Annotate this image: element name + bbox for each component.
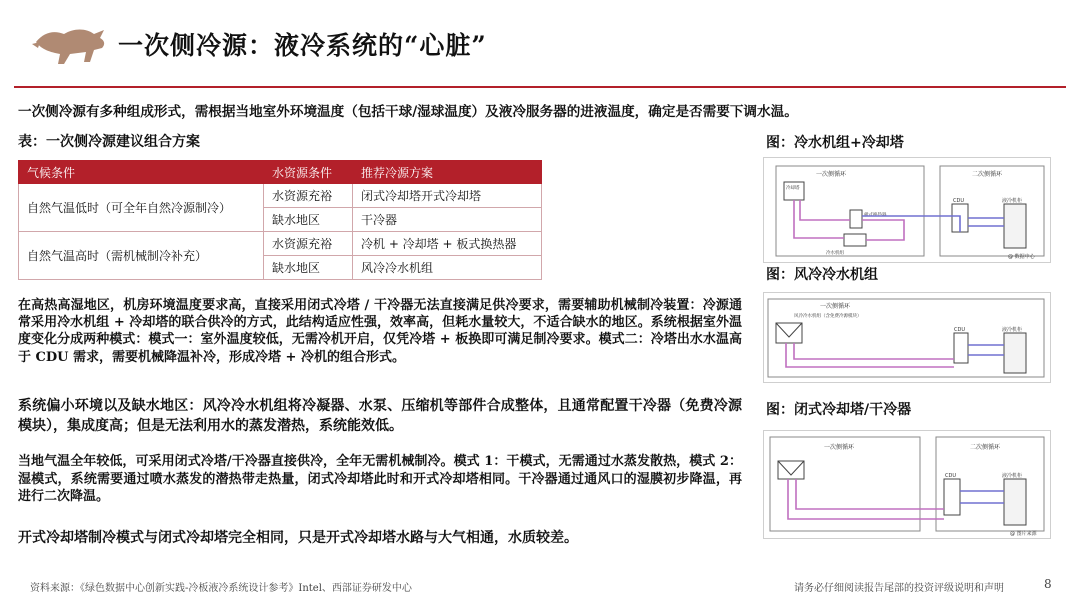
figure-caption: 图：冷水机组+冷却塔 xyxy=(766,135,904,151)
water-cell: 缺水地区 xyxy=(264,208,353,232)
paragraph-low-temp: 当地气温全年较低，可采用闭式冷塔/干冷器直接供冷，全年无需机械制冷。模式 1：干模式，无需通过水蒸发散热，模式 2：湿模式，系统需要通过喷水蒸发的潜热带走热量，闭式冷却塔此时和开式冷却塔相同。干冷器通过通风口的湿膜初步降温，再进行二次降温。 xyxy=(18,454,742,504)
table-row xyxy=(19,232,542,256)
paragraph-high-heat: 在高热高湿地区，机房环境温度要求高，直接采用闭式冷塔 / 干冷器无法直接满足供冷要求，需要辅助机械制冷装置：冷源通常采用冷水机组 + 冷却塔的联合供冷的方式，此结构适应性强，效率高，但耗水量较大，不适合缺水的地区。系统根据室外温度变化分成两种模式：模式一：室外温度较低，无需冷机开启，仅凭冷塔 + 板换即可满足制冷要求。模式二：冷塔出水水温高于 CDU 需求，需要机械降温补冷，形成冷塔 + 冷机的组合形式。 xyxy=(18,298,742,365)
figure-chiller-tower xyxy=(763,157,1051,263)
scheme-cell: 风冷冷水机组 xyxy=(353,256,542,280)
scheme-cell: 冷机 + 冷却塔 + 板式换热器 xyxy=(353,232,542,256)
water-cell: 缺水地区 xyxy=(264,256,353,280)
hx-label: 板式换热器 xyxy=(864,213,887,218)
cdu-label: CDU xyxy=(953,198,965,204)
rack-label: 液冷机柜 xyxy=(1002,327,1023,333)
table-header-row xyxy=(19,161,542,184)
climate-cell: 自然气温高时（需机械制冷补充） xyxy=(19,232,264,280)
paragraph-water-scarce: 系统偏小环境以及缺水地区：风冷冷水机组将冷凝器、水泵、压缩机等部件合成整体，且通常配置干冷器（免费冷源模块），集成度高；但是无法利用水的蒸发潜热，系统能效低。 xyxy=(18,398,742,435)
header-water: 水资源条件 xyxy=(264,161,353,184)
cdu-label: CDU xyxy=(954,327,966,333)
footer-source: 资料来源：《绿色数据中心创新实践-冷板液冷系统设计参考》Intel、西部证券研发中心 xyxy=(30,583,412,594)
figure-air-cooled-chiller xyxy=(763,292,1051,383)
cooling-scheme-table xyxy=(18,160,542,280)
title-divider xyxy=(14,86,1066,88)
rack-label: 液冷机柜 xyxy=(1002,198,1023,204)
loop2-label: 二次侧循环 xyxy=(970,444,1001,451)
water-cell: 水资源充裕 xyxy=(264,232,353,256)
cdu-label: CDU xyxy=(945,473,957,479)
loop1-label: 一次侧循环 xyxy=(816,171,847,178)
page-number: 8 xyxy=(1044,577,1052,591)
tower-label: 冷却塔 xyxy=(786,186,800,191)
paragraph-open-tower: 开式冷却塔制冷模式与闭式冷却塔完全相同，只是开式冷却塔水路与大气相通，水质较差。 xyxy=(18,530,578,546)
loop2-label: 二次侧循环 xyxy=(972,171,1003,178)
table-caption: 表：一次侧冷源建议组合方案 xyxy=(18,134,200,150)
footer-disclaimer: 请务必仔细阅读报告尾部的投资评级说明和声明 xyxy=(794,583,1004,594)
scheme-cell: 闭式冷却塔开式冷却塔 xyxy=(353,184,542,208)
rack-label: 液冷机柜 xyxy=(1002,473,1023,479)
watermark: @ 数据中心 xyxy=(1008,254,1035,260)
bull-icon xyxy=(30,22,110,70)
header-scheme: 推荐冷源方案 xyxy=(353,161,542,184)
watermark: @ 图片来源 xyxy=(1010,531,1037,537)
header-climate: 气候条件 xyxy=(19,161,264,184)
loop1-label: 一次侧循环 xyxy=(820,303,851,310)
loop1-label: 一次侧循环 xyxy=(824,444,855,451)
water-cell: 水资源充裕 xyxy=(264,184,353,208)
scheme-cell: 干冷器 xyxy=(353,208,542,232)
figure-closed-tower-drycooler xyxy=(763,430,1051,539)
intro-text: 一次侧冷源有多种组成形式，需根据当地室外环境温度（包括干球/湿球温度）及液冷服务器的进液温度，确定是否需要下调水温。 xyxy=(18,104,798,120)
climate-cell: 自然气温低时（可全年自然冷源制冷） xyxy=(19,184,264,232)
unit-label: 风冷冷水机组（含免费冷源模块） xyxy=(794,314,862,319)
page-title: 一次侧冷源：液冷系统的“心脏” xyxy=(118,31,487,60)
figure-caption: 图：风冷冷水机组 xyxy=(766,267,878,283)
table-row xyxy=(19,184,542,208)
chiller-label: 冷水机组 xyxy=(826,251,844,256)
figure-caption: 图：闭式冷却塔/干冷器 xyxy=(766,402,912,418)
